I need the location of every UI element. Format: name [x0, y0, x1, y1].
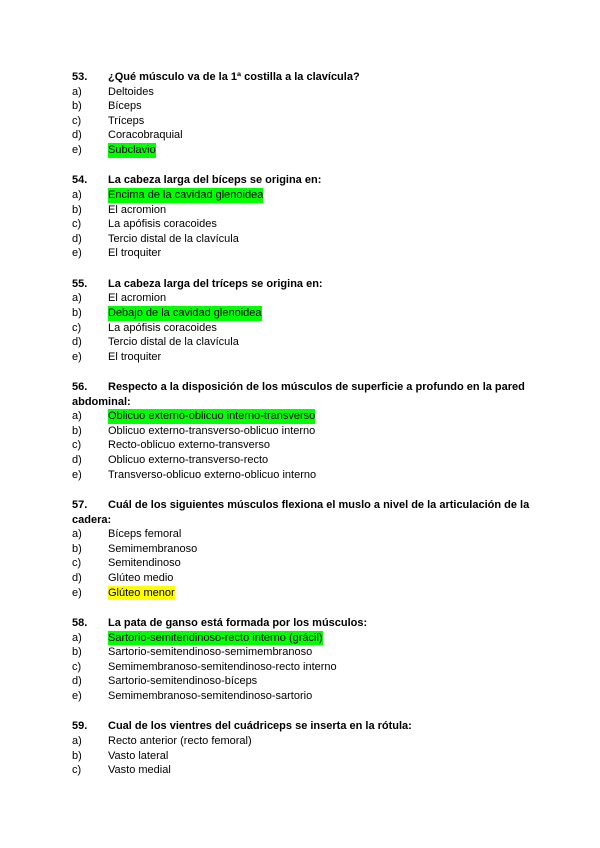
option-text-highlighted: Glúteo menor [108, 586, 175, 599]
option-letter: b) [72, 542, 82, 555]
option-text: Sartorio-semitendinoso-bíceps [108, 675, 258, 688]
option-text: Recto anterior (recto femoral) [108, 734, 252, 747]
quiz-document [72, 70, 532, 794]
option-letter: b) [72, 100, 82, 113]
option-text: Vasto medial [108, 764, 171, 777]
option-letter: c) [72, 321, 82, 334]
option-letter: d) [72, 675, 82, 688]
option-letter: a) [72, 188, 82, 201]
option-text: Semimembranoso-semitendinoso-recto interno [108, 660, 337, 673]
answer-option [72, 542, 532, 557]
option-letter: a) [72, 292, 82, 305]
option-letter: d) [72, 572, 82, 584]
option-letter: d) [72, 336, 82, 349]
option-letter: c) [72, 218, 82, 231]
option-letter: d) [72, 454, 82, 467]
option-text: El acromion [108, 203, 167, 216]
answer-option [72, 306, 532, 321]
answer-option [72, 586, 532, 601]
question-heading [72, 719, 532, 734]
option-text: El troquiter [108, 350, 162, 363]
option-text: El troquiter [108, 247, 162, 260]
answer-option [72, 128, 532, 143]
option-text: Oblicuo externo-transverso-recto [108, 454, 269, 467]
option-text: Tercio distal de la clavícula [108, 232, 239, 245]
answer-option [72, 321, 532, 336]
option-letter: c) [72, 114, 82, 127]
option-text: Coracobraquial [108, 129, 183, 142]
option-text: Deltoides [108, 85, 154, 98]
answer-option [72, 335, 532, 350]
option-text: Bíceps femoral [108, 528, 182, 541]
option-letter: d) [72, 232, 82, 245]
option-letter: e) [72, 586, 82, 599]
answer-option [72, 99, 532, 114]
answer-option [72, 188, 532, 203]
question-number: 58. [72, 616, 88, 629]
option-letter: c) [72, 439, 82, 452]
answer-option [72, 674, 532, 689]
question-text: La cabeza larga del tríceps se origina en: [108, 277, 323, 290]
question-heading [72, 173, 532, 188]
answer-option [72, 424, 532, 439]
option-letter: e) [72, 143, 82, 156]
question-number: 55. [72, 277, 88, 290]
answer-option [72, 217, 532, 232]
option-text: Vasto lateral [108, 749, 169, 762]
option-letter: b) [72, 306, 82, 319]
option-letter: a) [72, 85, 82, 98]
question-block [72, 498, 532, 600]
question-block [72, 380, 532, 482]
option-letter: e) [72, 247, 82, 260]
question-text: La pata de ganso está formada por los músculos: [108, 616, 368, 629]
option-letter: c) [72, 764, 82, 777]
answer-option [72, 645, 532, 660]
answer-option [72, 631, 532, 646]
option-text: Glúteo medio [108, 572, 174, 584]
answer-option [72, 409, 532, 424]
option-text: Bíceps [108, 100, 142, 113]
answer-option [72, 438, 532, 453]
answer-option [72, 660, 532, 675]
option-text: Semimembranoso-semitendinoso-sartorio [108, 689, 313, 702]
option-text: La apófisis coracoides [108, 321, 217, 334]
option-text: Sartorio-semitendinoso-semimembranoso [108, 646, 313, 659]
option-letter: b) [72, 424, 82, 437]
answer-option [72, 453, 532, 468]
question-block [72, 719, 532, 777]
question-number: 54. [72, 174, 88, 187]
option-letter: c) [72, 660, 82, 673]
option-letter: c) [72, 557, 82, 570]
option-text-highlighted: Encima de la cavidad glenoidea [108, 188, 264, 201]
question-number: 53. [72, 71, 88, 83]
option-letter: d) [72, 129, 82, 142]
question-text: Respecto a la disposición de los músculos de superficie a profundo en la pared abdominal: [72, 381, 525, 408]
option-text: Oblicuo externo-transverso-oblicuo interno [108, 424, 316, 437]
question-block [72, 173, 532, 261]
answer-option [72, 114, 532, 129]
question-number: 56. [72, 381, 88, 394]
answer-option [72, 468, 532, 483]
option-text: Semitendinoso [108, 557, 181, 570]
question-heading [72, 70, 532, 85]
option-text-highlighted: Sartorio-semitendinoso-recto interno (grácil) [108, 631, 323, 644]
answer-option [72, 246, 532, 261]
option-letter: b) [72, 646, 82, 659]
question-heading [72, 380, 532, 409]
option-letter: a) [72, 528, 82, 541]
question-block [72, 277, 532, 365]
option-letter: e) [72, 350, 82, 363]
answer-option [72, 556, 532, 571]
answer-option [72, 763, 532, 778]
answer-option [72, 203, 532, 218]
question-number: 57. [72, 499, 88, 512]
option-letter: b) [72, 749, 82, 762]
question-text: Cual de los vientres del cuádriceps se inserta en la rótula: [108, 720, 412, 733]
question-number: 59. [72, 720, 88, 733]
question-text: Cuál de los siguientes músculos flexiona el muslo a nivel de la articulación de la cadera: [72, 499, 530, 526]
answer-option [72, 350, 532, 365]
option-text-highlighted: Subclavio [108, 143, 156, 156]
question-heading [72, 498, 532, 527]
question-text: ¿Qué músculo va de la 1ª costilla a la clavícula? [108, 71, 360, 83]
option-letter: e) [72, 468, 82, 481]
option-letter: a) [72, 410, 82, 423]
option-letter: b) [72, 203, 82, 216]
answer-option [72, 527, 532, 542]
question-block [72, 70, 532, 158]
option-letter: e) [72, 689, 82, 702]
question-text: La cabeza larga del bíceps se origina en: [108, 174, 322, 187]
option-letter: a) [72, 631, 82, 644]
answer-option [72, 85, 532, 100]
option-text: Semimembranoso [108, 542, 198, 555]
answer-option [72, 571, 532, 586]
answer-option [72, 689, 532, 704]
option-text-highlighted: Oblicuo externo-oblicuo interno-transverso [108, 410, 316, 423]
question-heading [72, 616, 532, 631]
option-text: Recto-oblicuo externo-transverso [108, 439, 271, 452]
option-text: El acromion [108, 292, 167, 305]
option-text: Tercio distal de la clavícula [108, 336, 239, 349]
option-letter: a) [72, 734, 82, 747]
option-text-highlighted: Debajo de la cavidad glenoidea [108, 306, 262, 319]
answer-option [72, 734, 532, 749]
question-heading [72, 277, 532, 292]
answer-option [72, 291, 532, 306]
answer-option [72, 749, 532, 764]
question-block [72, 616, 532, 704]
option-text: Transverso-oblicuo externo-oblicuo interno [108, 468, 317, 481]
answer-option [72, 232, 532, 247]
option-text: La apófisis coracoides [108, 218, 217, 231]
answer-option [72, 143, 532, 158]
option-text: Tríceps [108, 114, 145, 127]
